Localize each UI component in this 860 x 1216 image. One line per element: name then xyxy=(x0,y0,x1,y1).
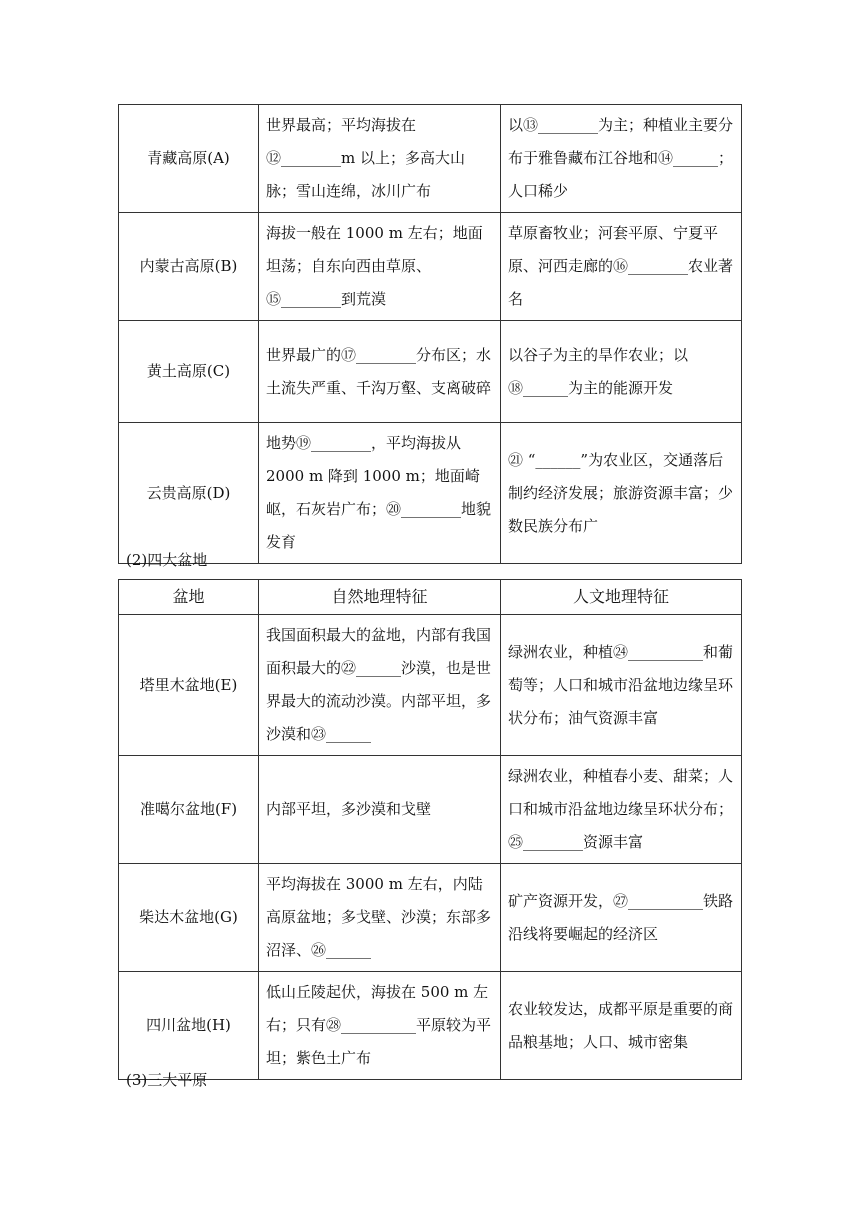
plateaus-table xyxy=(118,104,742,564)
human-feature-cell: 绿洲农业，种植春小麦、甜菜；人口和城市沿盆地边缘呈环状分布；㉕________资源丰富 xyxy=(501,756,742,864)
human-feature-cell: 农业较发达，成都平原是重要的商品粮基地；人口、城市密集 xyxy=(501,972,742,1080)
natural-feature-cell: 内部平坦，多沙漠和戈壁 xyxy=(259,756,501,864)
table-row xyxy=(119,213,742,321)
region-name: 四川盆地(H) xyxy=(119,972,259,1080)
human-feature-cell: 以谷子为主的旱作农业；以⑱______为主的能源开发 xyxy=(501,321,742,423)
region-name: 内蒙古高原(B) xyxy=(119,213,259,321)
table-row xyxy=(119,972,742,1080)
table-row xyxy=(119,321,742,423)
table-row xyxy=(119,423,742,564)
natural-feature-cell: 平均海拔在 3000 m 左右，内陆高原盆地；多戈壁、沙漠；东部多沼泽、㉖______ xyxy=(259,864,501,972)
natural-feature-cell: 海拔一般在 1000 m 左右；地面坦荡；自东向西由草原、⑮________到荒漠 xyxy=(259,213,501,321)
column-header: 人文地理特征 xyxy=(501,580,742,615)
natural-feature-cell: 低山丘陵起伏，海拔在 500 m 左右；只有㉘__________平原较为平坦；紫色土广布 xyxy=(259,972,501,1080)
column-header: 自然地理特征 xyxy=(259,580,501,615)
natural-feature-cell: 世界最高；平均海拔在⑫________m 以上；多高大山脉；雪山连绵，冰川广布 xyxy=(259,105,501,213)
region-name: 塔里木盆地(E) xyxy=(119,615,259,756)
region-name: 准噶尔盆地(F) xyxy=(119,756,259,864)
region-name: 柴达木盆地(G) xyxy=(119,864,259,972)
region-name: 云贵高原(D) xyxy=(119,423,259,564)
natural-feature-cell: 世界最广的⑰________分布区；水土流失严重、千沟万壑、支离破碎 xyxy=(259,321,501,423)
region-name: 青藏高原(A) xyxy=(119,105,259,213)
table-row xyxy=(119,864,742,972)
human-feature-cell: 绿洲农业，种植㉔__________和葡萄等；人口和城市沿盆地边缘呈环状分布；油气资源丰富 xyxy=(501,615,742,756)
human-feature-cell: 矿产资源开发，㉗__________铁路沿线将要崛起的经济区 xyxy=(501,864,742,972)
human-feature-cell: 草原畜牧业；河套平原、宁夏平原、河西走廊的⑯________农业著名 xyxy=(501,213,742,321)
region-name: 黄土高原(C) xyxy=(119,321,259,423)
human-feature-cell: ㉑ “______”为农业区，交通落后制约经济发展；旅游资源丰富；少数民族分布广 xyxy=(501,423,742,564)
natural-feature-cell: 地势⑲________，平均海拔从 2000 m 降到 1000 m；地面崎岖，石灰岩广布；⑳________地貌发育 xyxy=(259,423,501,564)
human-feature-cell: 以⑬________为主；种植业主要分布于雅鲁藏布江谷地和⑭______；人口稀少 xyxy=(501,105,742,213)
basins-table xyxy=(118,579,742,1080)
table-row xyxy=(119,615,742,756)
natural-feature-cell: 我国面积最大的盆地，内部有我国面积最大的㉒______沙漠，也是世界最大的流动沙漠。内部平坦，多沙漠和㉓______ xyxy=(259,615,501,756)
header-row xyxy=(119,580,742,615)
column-header: 盆地 xyxy=(119,580,259,615)
section-caption: (2)四大盆地 xyxy=(126,551,208,569)
table-row xyxy=(119,756,742,864)
table-row xyxy=(119,105,742,213)
section-caption: (3)三大平原 xyxy=(126,1071,208,1089)
